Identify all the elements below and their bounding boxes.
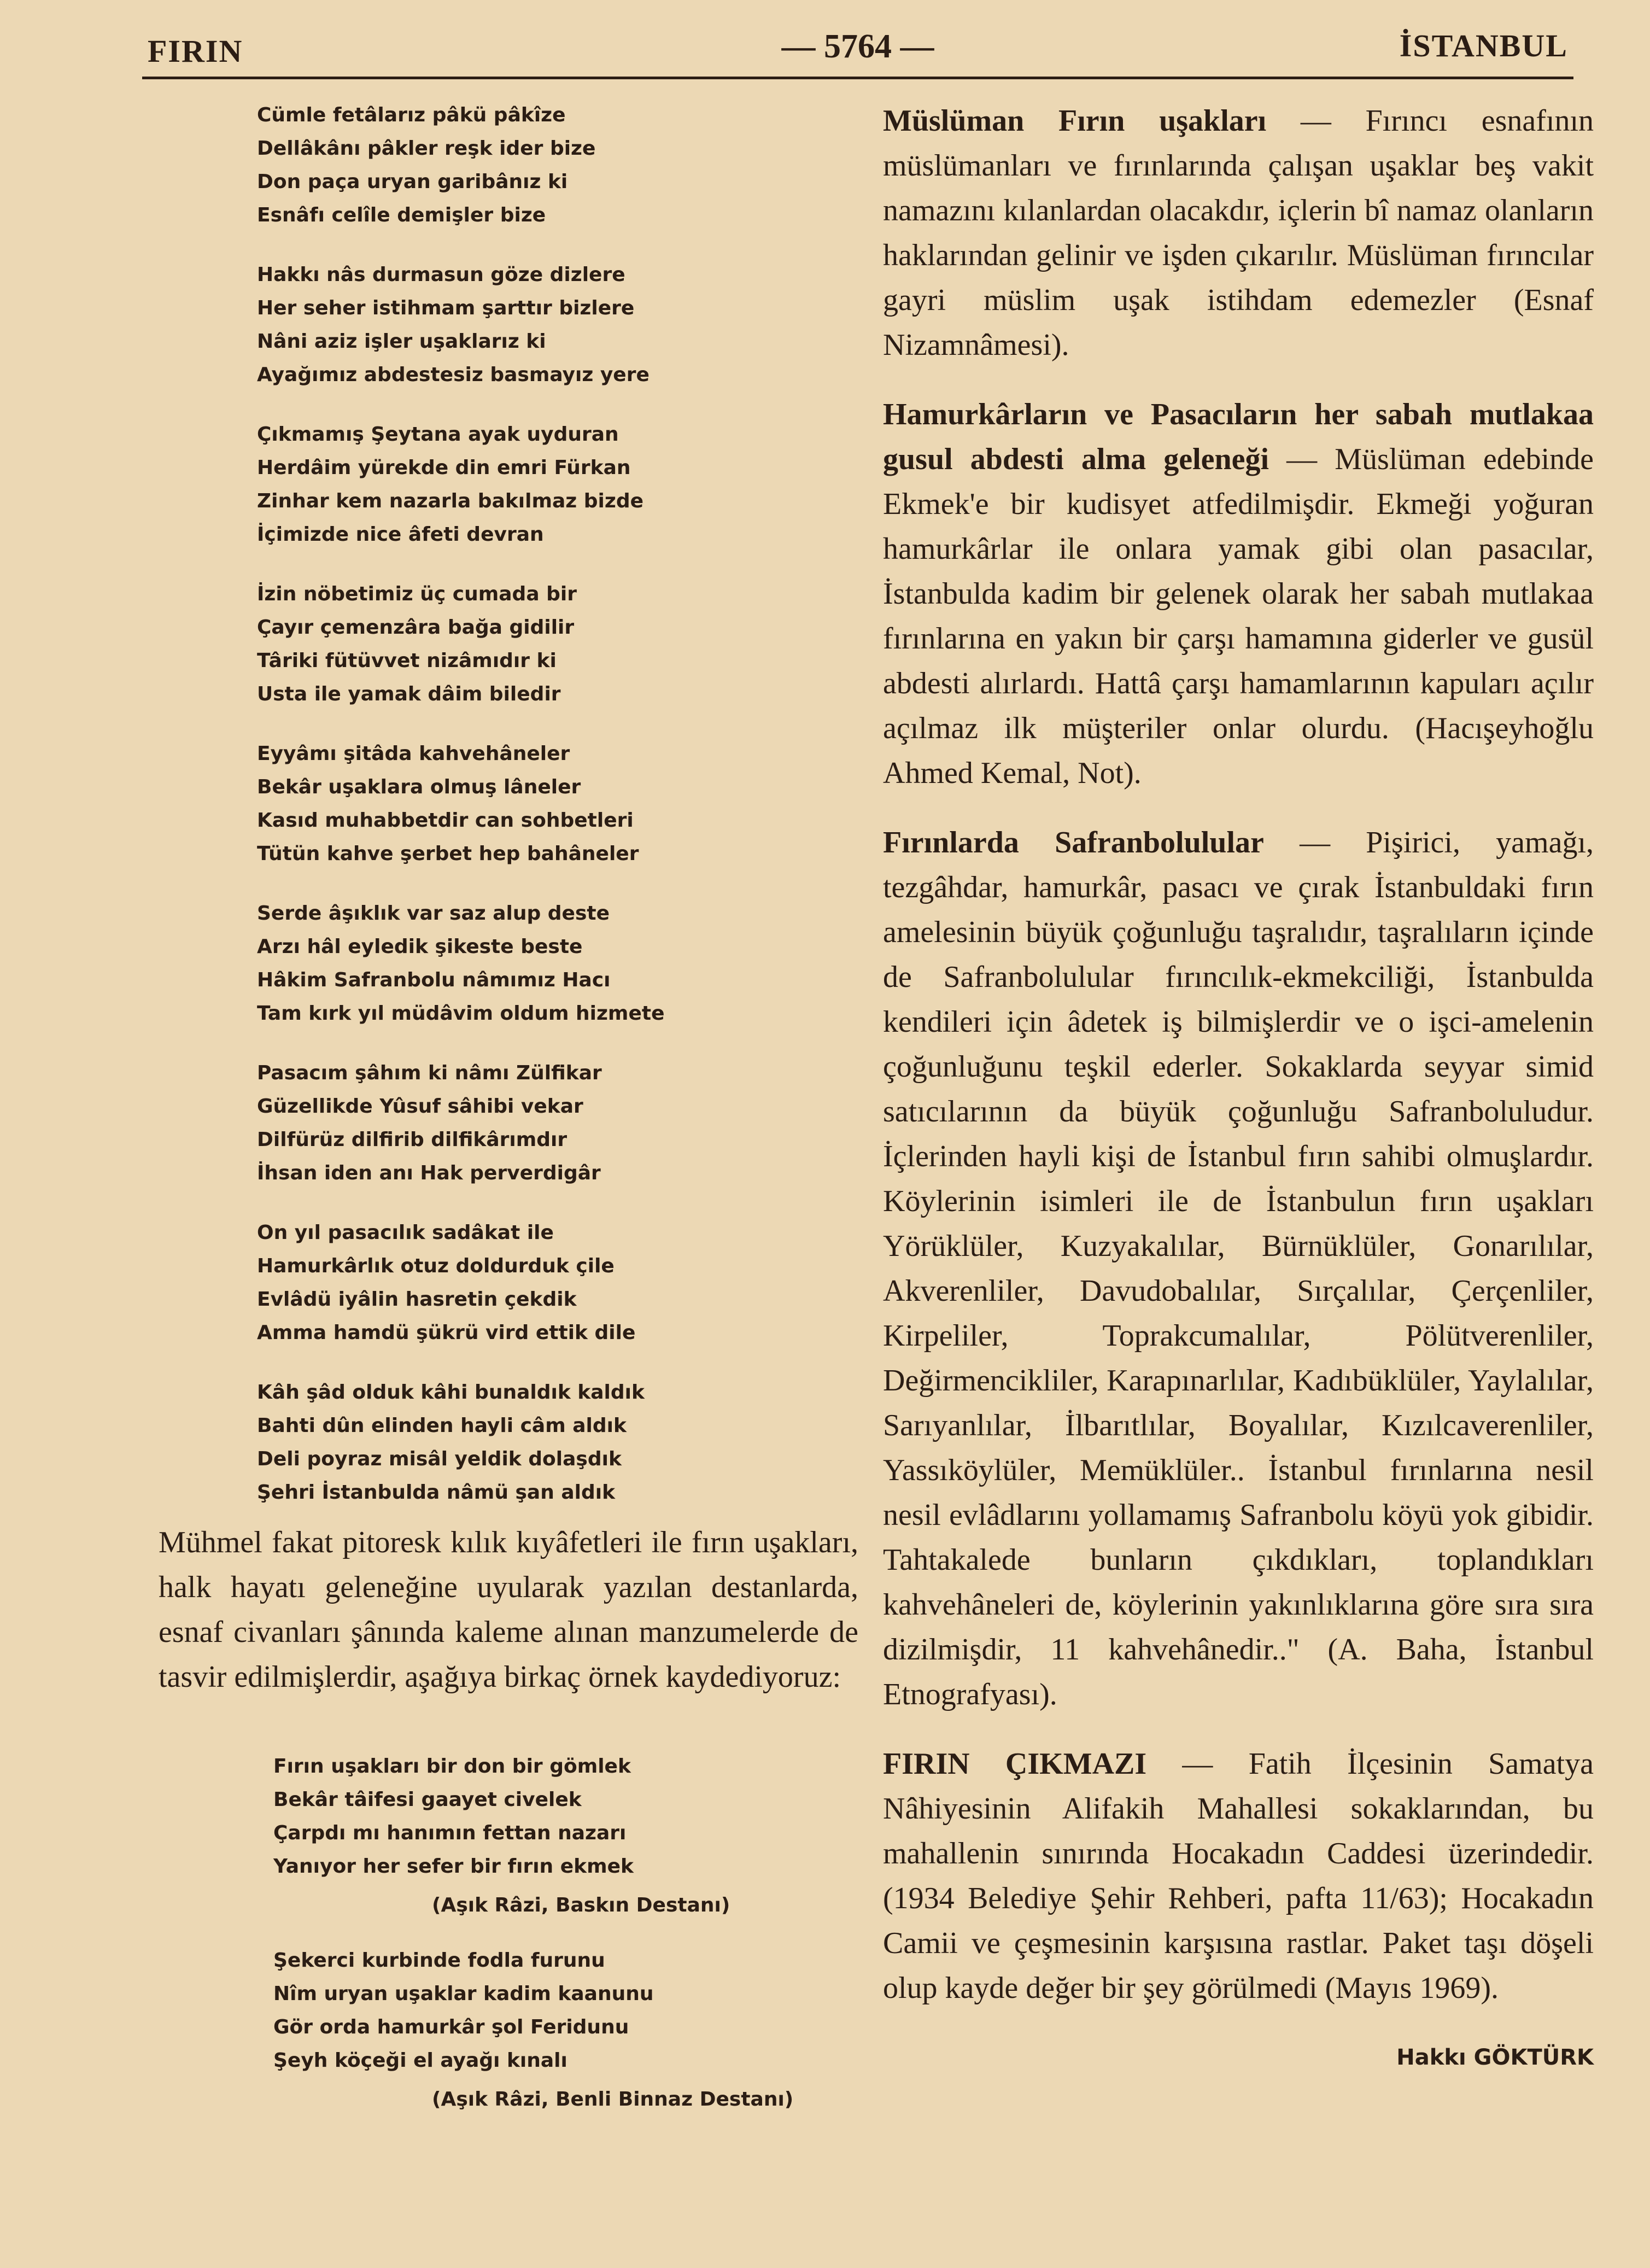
poem-line: Şehri İstanbulda nâmü şan aldık xyxy=(257,1481,616,1504)
poem-line: Herdâim yürekde din emri Fürkan xyxy=(257,457,631,479)
poem-line: Çarpdı mı hanımın fettan nazarı xyxy=(273,1822,627,1844)
poem-attribution: (Aşık Râzi, Baskın Destanı) xyxy=(432,1894,730,1916)
poem-line: Ayağımız abdestesiz basmayız yere xyxy=(257,364,650,386)
destan-excerpts xyxy=(273,1750,847,2138)
poem-line: Amma hamdü şükrü vird ettik dile xyxy=(257,1322,636,1344)
poem-stanza xyxy=(257,98,831,232)
poem-line: Cümle fetâlarız pâkü pâkîze xyxy=(257,104,566,126)
header-entry-word: FIRIN xyxy=(148,33,243,69)
poem-line: Dellâkânı pâkler reşk ider bize xyxy=(257,137,596,160)
author-signature: Hakkı GÖKTÜRK xyxy=(1396,2045,1594,2070)
poem-line: Her seher istihmam şarttır bizlere xyxy=(257,297,635,319)
poem-line: Tam kırk yıl müdâvim oldum hizmete xyxy=(257,1002,665,1025)
poem-line: Çayır çemenzâra bağa gidilir xyxy=(257,616,575,639)
page-number: — 5764 — xyxy=(781,28,934,65)
poem-line: İhsan iden anı Hak perverdigâr xyxy=(257,1162,601,1184)
poem-line: Şeyh köçeği el ayağı kınalı xyxy=(273,2049,567,2072)
poem-line: Dilfürüz dilfirib dilfikârımdır xyxy=(257,1129,567,1151)
poem-line: Serde âşıklık var saz alup deste xyxy=(257,902,610,925)
poem-line: Nîm uryan uşaklar kadim kaanunu xyxy=(273,1983,654,2005)
poem-line: Bekâr tâifesi gaayet civelek xyxy=(273,1788,582,1811)
poem-stanza xyxy=(257,737,831,870)
header-rule xyxy=(142,77,1573,79)
left-poem xyxy=(257,98,831,1535)
paragraph-heading: Fırınlarda Safranbolulular xyxy=(883,826,1264,860)
page-header xyxy=(148,22,1568,82)
poem-line: Hâkim Safranbolu nâmımız Hacı xyxy=(257,969,611,991)
poem-line: Kâh şâd olduk kâhi bunaldık kaldık xyxy=(257,1381,645,1404)
poem-line: Bahti dûn elinden hayli câm aldık xyxy=(257,1414,627,1437)
poem-line: Tütün kahve şerbet hep bahâneler xyxy=(257,843,639,865)
poem-line: Bekâr uşaklara olmuş lâneler xyxy=(257,776,581,798)
poem-stanza xyxy=(257,1056,831,1190)
paragraph-safranbolu xyxy=(883,820,1594,1717)
paragraph-body: — Pişirici, yamağı, tezgâhdar, hamurkâr, pasacı ve çırak İstanbuldaki fırın amelesinin büyük çoğunluğu taşralıdır, taşralıların içinde de Safranbolulular fırıncılık-ekmekciliği, İstanbulda kendileri için âdetek iş bilmişlerdir ve o işci-amelenin çoğunluğunu teşkil ederler. Sokaklarda seyyar simid satıcılarının da büyük çoğunluğu Safranboluludur. İçlerinden hayli kişi de İstanbul fırın sahibi olmuşlardır. Köylerinin isimleri ile de İstanbulun fırın uşakları Yörüklüler, Kuzyakalılar, Bürnüklüler, Gonarılılar, Akverenliler, Davudobalılar, Sırçalılar, Çerçenliler, Kirpeliler, Toprakcumalılar, Pölütverenliler, Değirmencikliler, Karapınarlılar, Kadıbüklüler, Yaylalılar, Sarıyanlılar, İlbarıtlılar, Boyalılar, Kızılcaverenliler, Yassıköylüler, Memüklüler.. İstanbul fırınlarına nesil nesil evlâdlarını yollamamış Safranbolu köyü yok gibidir. Tahtakalede bunların çıkdıkları, toplandıkları kahvehâneleri de, köylerinin yakınlıklarına göre sıra sıra dizilmişdir, 11 kahvehânedir.." (A. Baha, İstanbul Etnografyası). xyxy=(883,826,1594,1711)
right-column xyxy=(883,98,1594,2080)
poem-stanza xyxy=(257,1376,831,1509)
poem-line: Pasacım şâhım ki nâmı Zülfikar xyxy=(257,1062,602,1084)
poem-line: Hamurkârlık otuz doldurduk çile xyxy=(257,1255,615,1277)
poem-line: İzin nöbetimiz üç cumada bir xyxy=(257,583,577,605)
poem-stanza xyxy=(257,418,831,551)
entry-body: — Fatih İlçesinin Samatya Nâhiyesinin Alifakih Mahallesi sokaklarından, bu mahallenin sınırında Hocakadın Caddesi üzerindedir. (1934 Belediye Şehir Rehberi, pafta 11/63); Hocakadın Camii ve çeşmesinin karşısına rastlar. Paket taşı döşeli olup kayde değer bir şey görülmedi (Mayıs 1969). xyxy=(883,1747,1594,2005)
intro-paragraph: Mühmel fakat pitoresk kılık kıyâfetleri ile fırın uşakları, halk hayatı geleneğine uyularak yazılan destanlarda, esnaf civanları şânında kaleme alınan manzumelerde de tasvir edilmişlerdir, aşağıya birkaç örnek kaydediyoruz: xyxy=(159,1525,858,1694)
paragraph-body: — Fırıncı esnafının müslümanları ve fırınlarında çalışan uşaklar beş vakit namazını kılanlardan olacakdır, içlerin bî namaz olanların haklarından gelinir ve işden çıkarılır. Müslüman fırıncılar gayri müslim uşak istihdam edemezler (Esnaf Nizamnâmesi). xyxy=(883,104,1594,362)
poem-line: Târiki fütüvvet nizâmıdır ki xyxy=(257,650,557,672)
poem-stanza xyxy=(257,577,831,711)
entry-heading: FIRIN ÇIKMAZI xyxy=(883,1747,1147,1781)
poem-line: Güzellikde Yûsuf sâhibi vekar xyxy=(257,1095,583,1118)
poem-line: Çıkmamış Şeytana ayak uyduran xyxy=(257,423,619,446)
paragraph-muslim-bakers xyxy=(883,98,1594,367)
poem-line: İçimizde nice âfeti devran xyxy=(257,523,544,546)
poem-attribution: (Aşık Râzi, Benli Binnaz Destanı) xyxy=(432,2088,794,2111)
poem-stanza xyxy=(257,897,831,1030)
paragraph-body: — Müslüman edebinde Ekmek'e bir kudisyet atfedilmişdir. Ekmeği yoğuran hamurkârlar ile onlara yamak gibi olan pasacılar, İstanbulda kadim bir gelenek olarak her sabah mutlakaa fırınlarına en yakın bir çarşı hamamına giderler ve gusül abdesti alırlardı. Hattâ çarşı hamamlarının kapuları açılır açılmaz ilk müşteriler onlar olurdu. (Hacışeyhoğlu Ahmed Kemal, Not). xyxy=(883,442,1594,790)
poem-line: Şekerci kurbinde fodla furunu xyxy=(273,1949,605,1972)
poem-line: Usta ile yamak dâim biledir xyxy=(257,683,561,705)
poem-stanza xyxy=(257,1216,831,1349)
poem-stanza xyxy=(273,1944,847,2116)
poem-line: Yanıyor her sefer bir fırın ekmek xyxy=(273,1855,634,1878)
poem-line: Don paça uryan garibânız ki xyxy=(257,171,568,193)
poem-line: Zinhar kem nazarla bakılmaz bizde xyxy=(257,490,644,512)
poem-line: Evlâdü iyâlin hasretin çekdik xyxy=(257,1288,577,1311)
poem-line: On yıl pasacılık sadâkat ile xyxy=(257,1221,554,1244)
poem-line: Esnâfı celîle demişler bize xyxy=(257,204,546,226)
poem-line: Nâni aziz işler uşaklarız ki xyxy=(257,330,546,353)
paragraph-heading: Hamurkârların ve Pasacıların her sabah mutlakaa gusul abdesti alma geleneği xyxy=(883,398,1594,476)
poem-line: Deli poyraz misâl yeldik dolaşdık xyxy=(257,1448,622,1470)
poem-line: Eyyâmı şitâda kahvehâneler xyxy=(257,743,570,765)
poem-line: Hakkı nâs durmasun göze dizlere xyxy=(257,264,625,286)
paragraph-gusul-tradition xyxy=(883,392,1594,796)
poem-line: Fırın uşakları bir don bir gömlek xyxy=(273,1755,631,1778)
entry-firin-cikmazi xyxy=(883,1741,1594,2010)
paragraph-heading: Müslüman Fırın uşakları xyxy=(883,104,1267,138)
header-city: İSTANBUL xyxy=(1399,28,1568,63)
poem-stanza xyxy=(273,1750,847,1922)
poem-line: Arzı hâl eyledik şikeste beste xyxy=(257,936,583,958)
poem-line: Gör orda hamurkâr şol Feridunu xyxy=(273,2016,629,2038)
poem-stanza xyxy=(257,258,831,391)
poem-line: Kasıd muhabbetdir can sohbetleri xyxy=(257,809,634,832)
